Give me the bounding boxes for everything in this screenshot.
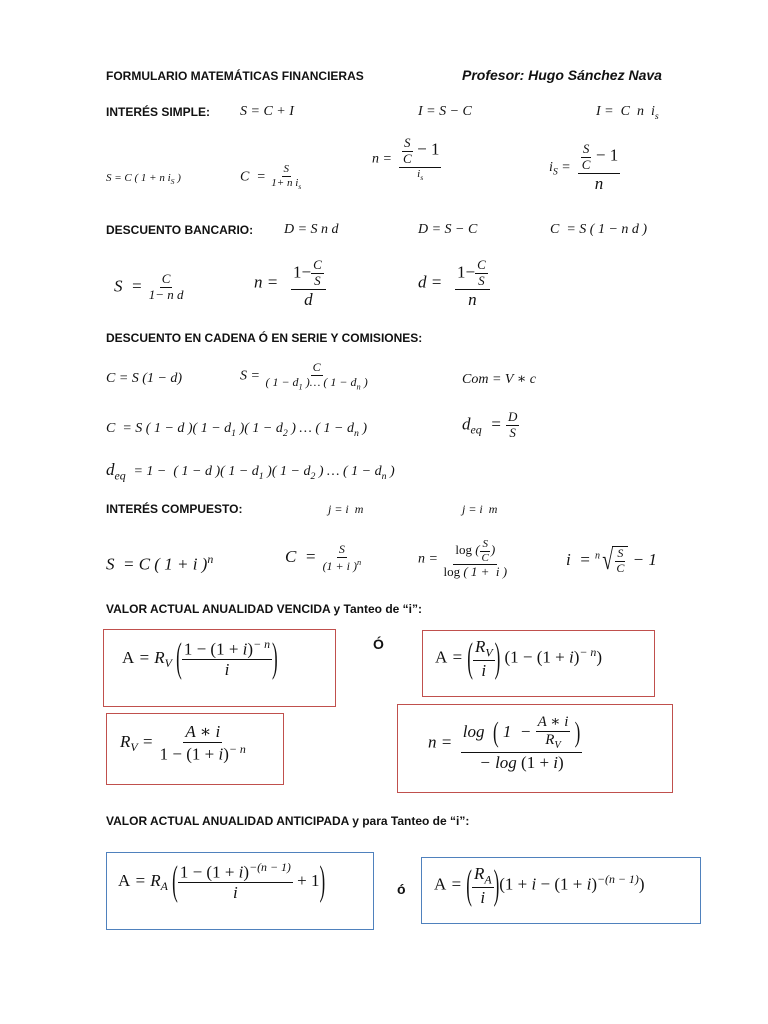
- formula-comision: Com = V ∗ c: [462, 372, 536, 387]
- section-anualidad-vencida: VALOR ACTUAL ANUALIDAD VENCIDA y Tanteo de “i”:: [106, 602, 423, 616]
- formula-a-vencida: $A = R_V$ ( $\frac{1 - (1 + i)^{- n}}{i}$ ): [122, 634, 278, 681]
- formula-s-bancario: S = $\frac{C}{\text{1− n d}}$: [114, 271, 184, 302]
- formula-n-bancario: n = 1− $\frac{C}{S}$ d: [254, 258, 326, 309]
- formula-i-cni: I = C n $i_s$: [596, 104, 659, 122]
- formula-j-im-2: j = i m: [462, 502, 498, 516]
- section-descuento-cadena: DESCUENTO EN CADENA Ó EN SERIE Y COMISIONES:: [106, 331, 423, 345]
- formula-n-simple: n = $\frac{S}{C}$ − 1 $i_s$: [372, 135, 440, 183]
- formula-s-simple: S = C + I: [240, 104, 294, 119]
- formula-is-simple: $i_S$ = $\frac{S}{C}$ − 1 n: [549, 141, 619, 193]
- formula-deq-serie: $d_{eq} = 1$ − ( 1 − d )( $1 - d_1$ )( $1 - d_2$ ) … ( $1 - d_n$ ): [106, 460, 395, 483]
- formula-i-compuesto: i = $^n$ √ $\frac{S}{C}$ − 1: [566, 545, 657, 576]
- document-title: FORMULARIO MATEMÁTICAS FINANCIERAS: [106, 69, 364, 83]
- formula-d-bancario: d = 1− $\frac{C}{S}$ n: [418, 258, 490, 309]
- formula-d-snd: D = S n d: [284, 222, 339, 237]
- formula-c-serie: C = S ( 1 − d )( $1 - d_1$ )( $1 - d_2$ ) … ( $1 - d_n$ ): [106, 421, 368, 439]
- formula-d-diff: D = S − C: [418, 222, 478, 237]
- formula-s-cni: S = C ( 1 + n $i_S$ ): [106, 172, 181, 187]
- connector-o-1: Ó: [373, 636, 384, 652]
- formula-c-compuesto: C = $\frac{S}{(1 + i )^n}$: [285, 542, 362, 573]
- formula-s-compuesto: S = C ( 1 + i )$^n$: [106, 552, 214, 574]
- formula-j-im-1: j = i m: [328, 502, 364, 516]
- section-interes-simple: INTERÉS SIMPLE:: [106, 105, 211, 119]
- connector-o-2: ó: [397, 881, 406, 897]
- formula-c-cadena: C = S (1 − d): [106, 371, 183, 386]
- formula-a-vencida-alt: A = ( $\frac{R_V}{i}$ ) $(1 - (1 + i)^{- n})$: [435, 634, 603, 681]
- formula-a-anticipada: $A = R_A$ ( $\frac{1 - (1 + i)^{-(n - 1)}}{i}$ + 1): [118, 857, 326, 904]
- formula-n-vencida: n = log ( 1 − $\frac{A ∗ i}{R_V}$ ) − log (1 + i): [428, 714, 581, 773]
- professor-name: Profesor: Hugo Sánchez Nava: [462, 67, 662, 83]
- section-interes-compuesto: INTERÉS COMPUESTO:: [106, 502, 243, 516]
- formula-i-diff: I = S − C: [418, 104, 472, 119]
- section-anualidad-anticipada: VALOR ACTUAL ANUALIDAD ANTICIPADA y para Tanteo de “i”:: [106, 814, 470, 828]
- formula-c-simple: C = $\frac{S}{1+ n i_s}$: [240, 163, 302, 191]
- formula-c-bancario: C = S ( 1 − n d ): [550, 222, 648, 237]
- formula-a-anticipada-alt: A = ( $\frac{R_A}{i}$ )$(1 + i - (1 + i)^{-(n - 1)})$: [434, 861, 645, 908]
- formula-n-compuesto: n = log ( $\frac{S}{C}$ ) log ( 1 + i ): [418, 538, 508, 580]
- formula-rv: $R_V$ = $\frac{A ∗ i}{1 - (1 + i)^{- n}}$: [120, 722, 246, 764]
- section-descuento-bancario: DESCUENTO BANCARIO:: [106, 223, 254, 237]
- formula-s-cadena: S = $\frac{C}{( 1 - d_1 )\dots ( 1 - d_n )}$: [240, 360, 368, 392]
- formula-deq-ratio: $d_{eq}$ = $\frac{D}{S}$: [462, 409, 518, 440]
